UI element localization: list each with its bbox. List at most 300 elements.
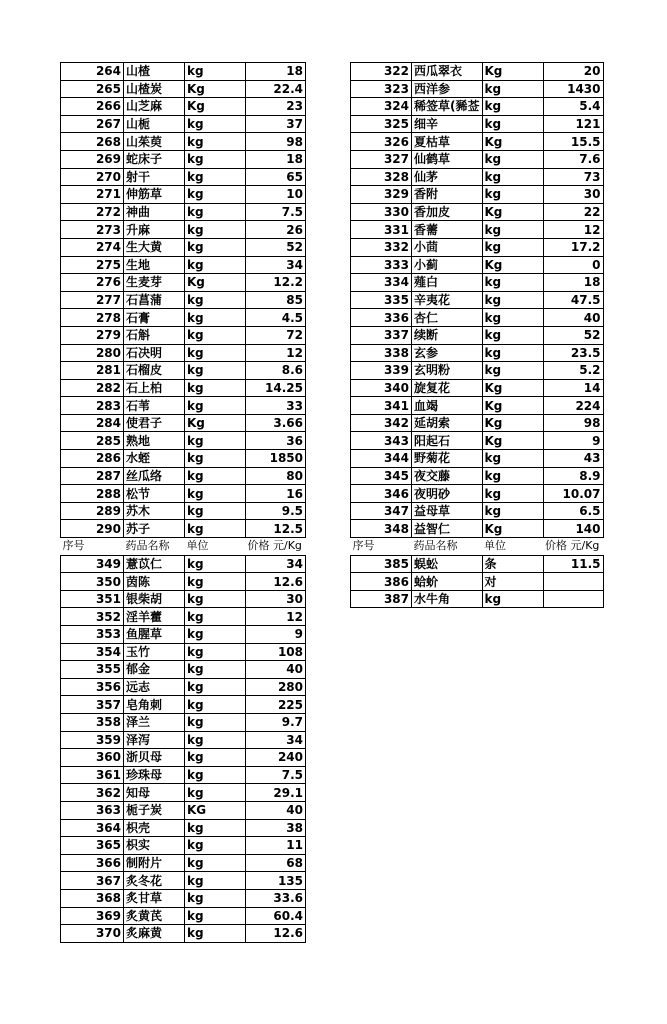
drug-name: 山芝麻 bbox=[124, 98, 185, 116]
item-number: 288 bbox=[61, 485, 124, 503]
unit: kg bbox=[185, 678, 246, 696]
item-number: 387 bbox=[351, 590, 412, 608]
right-header bbox=[351, 538, 604, 556]
price: 80 bbox=[246, 467, 306, 485]
unit: kg bbox=[185, 731, 246, 749]
item-number: 334 bbox=[351, 274, 412, 292]
drug-name: 续断 bbox=[412, 326, 483, 344]
drug-name: 丝瓜络 bbox=[124, 467, 185, 485]
unit: kg bbox=[185, 379, 246, 397]
item-number: 336 bbox=[351, 309, 412, 327]
item-number: 350 bbox=[61, 573, 124, 591]
item-number: 361 bbox=[61, 766, 124, 784]
item-number: 275 bbox=[61, 256, 124, 274]
drug-name: 神曲 bbox=[124, 203, 185, 221]
item-number: 362 bbox=[61, 784, 124, 802]
price: 34 bbox=[246, 731, 306, 749]
table-row bbox=[61, 661, 306, 679]
price: 37 bbox=[246, 115, 306, 133]
price: 10.07 bbox=[543, 485, 603, 503]
price: 18 bbox=[246, 150, 306, 168]
drug-name: 蛇床子 bbox=[124, 150, 185, 168]
unit: kg bbox=[482, 80, 543, 98]
price: 12 bbox=[246, 344, 306, 362]
item-number: 269 bbox=[61, 150, 124, 168]
price: 38 bbox=[246, 819, 306, 837]
header-no: 序号 bbox=[352, 539, 375, 553]
item-number: 364 bbox=[61, 819, 124, 837]
drug-name: 血竭 bbox=[412, 397, 483, 415]
price: 7.5 bbox=[246, 203, 306, 221]
table-row bbox=[61, 643, 306, 661]
drug-name: 山茱萸 bbox=[124, 133, 185, 151]
unit: kg bbox=[185, 837, 246, 855]
unit: 对 bbox=[482, 573, 543, 591]
item-number: 351 bbox=[61, 590, 124, 608]
table-row bbox=[61, 256, 306, 274]
item-number: 323 bbox=[351, 80, 412, 98]
drug-name: 仙茅 bbox=[412, 168, 483, 186]
unit: kg bbox=[185, 450, 246, 468]
item-number: 353 bbox=[61, 626, 124, 644]
table-row bbox=[351, 344, 604, 362]
item-number: 283 bbox=[61, 397, 124, 415]
table-row bbox=[351, 221, 604, 239]
drug-name: 熟地 bbox=[124, 432, 185, 450]
drug-name: 延胡索 bbox=[412, 414, 483, 432]
price: 30 bbox=[246, 590, 306, 608]
drug-name: 枳实 bbox=[124, 837, 185, 855]
table-row bbox=[61, 889, 306, 907]
header-name: 药品名称 bbox=[125, 539, 170, 553]
item-number: 268 bbox=[61, 133, 124, 151]
table-row bbox=[351, 256, 604, 274]
unit: kg bbox=[482, 309, 543, 327]
table-row bbox=[61, 573, 306, 591]
table-row bbox=[61, 854, 306, 872]
price: 40 bbox=[246, 801, 306, 819]
price: 0 bbox=[543, 256, 603, 274]
unit: kg bbox=[185, 203, 246, 221]
unit: kg bbox=[482, 485, 543, 503]
table-row bbox=[61, 133, 306, 151]
item-number: 347 bbox=[351, 502, 412, 520]
item-number: 363 bbox=[61, 801, 124, 819]
table-row bbox=[351, 274, 604, 292]
header-price: 价格 元/Kg bbox=[545, 539, 600, 553]
drug-name: 香附 bbox=[412, 186, 483, 204]
unit: kg bbox=[185, 608, 246, 626]
unit: Kg bbox=[482, 432, 543, 450]
item-number: 329 bbox=[351, 186, 412, 204]
drug-name: 炙冬花 bbox=[124, 872, 185, 890]
unit: Kg bbox=[185, 414, 246, 432]
item-number: 366 bbox=[61, 854, 124, 872]
drug-name: 西洋参 bbox=[412, 80, 483, 98]
unit: kg bbox=[482, 590, 543, 608]
header-row bbox=[351, 538, 604, 556]
table-row bbox=[61, 925, 306, 943]
right-bottom-rows bbox=[351, 555, 604, 608]
unit: kg bbox=[185, 344, 246, 362]
price: 33.6 bbox=[246, 889, 306, 907]
drug-name: 炙黄芪 bbox=[124, 907, 185, 925]
table-row bbox=[351, 397, 604, 415]
drug-name: 皂角刺 bbox=[124, 696, 185, 714]
unit: kg bbox=[185, 854, 246, 872]
drug-name: 石上柏 bbox=[124, 379, 185, 397]
item-number: 276 bbox=[61, 274, 124, 292]
drug-name: 山楂炭 bbox=[124, 80, 185, 98]
left-header bbox=[61, 538, 306, 556]
drug-name: 伸筋草 bbox=[124, 186, 185, 204]
item-number: 359 bbox=[61, 731, 124, 749]
item-number: 285 bbox=[61, 432, 124, 450]
drug-name: 银柴胡 bbox=[124, 590, 185, 608]
table-row bbox=[351, 115, 604, 133]
unit: kg bbox=[185, 643, 246, 661]
table-row bbox=[61, 713, 306, 731]
unit: kg bbox=[185, 520, 246, 538]
drug-name: 野菊花 bbox=[412, 450, 483, 468]
table-row bbox=[61, 432, 306, 450]
unit: kg bbox=[482, 362, 543, 380]
price: 18 bbox=[246, 63, 306, 81]
table-row bbox=[61, 63, 306, 81]
price: 72 bbox=[246, 326, 306, 344]
drug-name: 稀签草(豨莶 bbox=[412, 98, 483, 116]
table-row bbox=[351, 379, 604, 397]
table-row bbox=[61, 238, 306, 256]
unit: kg bbox=[185, 186, 246, 204]
table-row bbox=[351, 590, 604, 608]
item-number: 333 bbox=[351, 256, 412, 274]
drug-name: 远志 bbox=[124, 678, 185, 696]
item-number: 358 bbox=[61, 713, 124, 731]
table-row bbox=[61, 590, 306, 608]
table-row bbox=[61, 80, 306, 98]
price bbox=[543, 590, 603, 608]
price: 121 bbox=[543, 115, 603, 133]
item-number: 360 bbox=[61, 749, 124, 767]
table-row bbox=[61, 221, 306, 239]
item-number: 370 bbox=[61, 925, 124, 943]
item-number: 266 bbox=[61, 98, 124, 116]
unit: kg bbox=[185, 221, 246, 239]
table-row bbox=[61, 731, 306, 749]
unit: kg bbox=[185, 573, 246, 591]
item-number: 322 bbox=[351, 63, 412, 81]
item-number: 342 bbox=[351, 414, 412, 432]
price: 7.6 bbox=[543, 150, 603, 168]
item-number: 348 bbox=[351, 520, 412, 538]
price: 26 bbox=[246, 221, 306, 239]
drug-name: 玉竹 bbox=[124, 643, 185, 661]
table-row bbox=[61, 115, 306, 133]
header-price: 价格 元/Kg bbox=[247, 539, 302, 553]
price: 30 bbox=[543, 186, 603, 204]
price: 47.5 bbox=[543, 291, 603, 309]
price: 12.2 bbox=[246, 274, 306, 292]
price: 15.5 bbox=[543, 133, 603, 151]
unit: kg bbox=[185, 626, 246, 644]
price: 12.6 bbox=[246, 573, 306, 591]
price: 224 bbox=[543, 397, 603, 415]
drug-name: 炙甘草 bbox=[124, 889, 185, 907]
unit: kg bbox=[185, 485, 246, 503]
table-row bbox=[61, 168, 306, 186]
drug-name: 射干 bbox=[124, 168, 185, 186]
drug-name: 使君子 bbox=[124, 414, 185, 432]
item-number: 352 bbox=[61, 608, 124, 626]
table-row bbox=[61, 309, 306, 327]
drug-name: 杏仁 bbox=[412, 309, 483, 327]
table-row bbox=[61, 520, 306, 538]
unit: kg bbox=[185, 256, 246, 274]
price: 98 bbox=[246, 133, 306, 151]
item-number: 274 bbox=[61, 238, 124, 256]
drug-name: 小茴 bbox=[412, 238, 483, 256]
table-row bbox=[351, 467, 604, 485]
item-number: 272 bbox=[61, 203, 124, 221]
unit: kg bbox=[185, 713, 246, 731]
drug-name: 珍珠母 bbox=[124, 766, 185, 784]
drug-name: 小蓟 bbox=[412, 256, 483, 274]
drug-name: 辛夷花 bbox=[412, 291, 483, 309]
drug-name: 松节 bbox=[124, 485, 185, 503]
drug-name: 阳起石 bbox=[412, 432, 483, 450]
item-number: 332 bbox=[351, 238, 412, 256]
table-row bbox=[351, 432, 604, 450]
unit: kg bbox=[185, 326, 246, 344]
header-unit: 单位 bbox=[186, 539, 209, 553]
price: 12.5 bbox=[246, 520, 306, 538]
unit: kg bbox=[185, 133, 246, 151]
table-row bbox=[61, 291, 306, 309]
table-row bbox=[61, 326, 306, 344]
price: 23.5 bbox=[543, 344, 603, 362]
price: 14.25 bbox=[246, 379, 306, 397]
unit: kg bbox=[185, 784, 246, 802]
price: 14 bbox=[543, 379, 603, 397]
price: 135 bbox=[246, 872, 306, 890]
table-row bbox=[61, 150, 306, 168]
unit: kg bbox=[185, 150, 246, 168]
unit: kg bbox=[185, 168, 246, 186]
table-row bbox=[61, 379, 306, 397]
unit: kg bbox=[185, 467, 246, 485]
item-number: 356 bbox=[61, 678, 124, 696]
table-row bbox=[61, 467, 306, 485]
unit: kg bbox=[482, 467, 543, 485]
unit: kg bbox=[482, 168, 543, 186]
item-number: 278 bbox=[61, 309, 124, 327]
drug-name: 石决明 bbox=[124, 344, 185, 362]
price: 9 bbox=[246, 626, 306, 644]
unit: kg bbox=[185, 115, 246, 133]
price: 12 bbox=[543, 221, 603, 239]
drug-name: 玄明粉 bbox=[412, 362, 483, 380]
drug-name: 知母 bbox=[124, 784, 185, 802]
item-number: 354 bbox=[61, 643, 124, 661]
table-row bbox=[61, 203, 306, 221]
unit: Kg bbox=[482, 133, 543, 151]
table-row bbox=[351, 186, 604, 204]
table-row bbox=[351, 133, 604, 151]
price: 7.5 bbox=[246, 766, 306, 784]
table-row bbox=[61, 819, 306, 837]
item-number: 279 bbox=[61, 326, 124, 344]
price: 9.5 bbox=[246, 502, 306, 520]
item-number: 331 bbox=[351, 221, 412, 239]
drug-name: 旋复花 bbox=[412, 379, 483, 397]
left-top-rows bbox=[61, 63, 306, 538]
header-row bbox=[61, 538, 306, 556]
table-row bbox=[61, 626, 306, 644]
price: 17.2 bbox=[543, 238, 603, 256]
table-row bbox=[351, 520, 604, 538]
left-bottom-rows bbox=[61, 555, 306, 942]
price: 34 bbox=[246, 256, 306, 274]
drug-name: 石榴皮 bbox=[124, 362, 185, 380]
drug-name: 升麻 bbox=[124, 221, 185, 239]
unit: kg bbox=[185, 819, 246, 837]
item-number: 357 bbox=[61, 696, 124, 714]
item-number: 330 bbox=[351, 203, 412, 221]
drug-name: 山楂 bbox=[124, 63, 185, 81]
item-number: 289 bbox=[61, 502, 124, 520]
unit: Kg bbox=[185, 80, 246, 98]
price: 240 bbox=[246, 749, 306, 767]
item-number: 281 bbox=[61, 362, 124, 380]
drug-name: 石苇 bbox=[124, 397, 185, 415]
unit: kg bbox=[482, 186, 543, 204]
unit: kg bbox=[185, 63, 246, 81]
price: 52 bbox=[246, 238, 306, 256]
table-row bbox=[351, 238, 604, 256]
item-number: 290 bbox=[61, 520, 124, 538]
table-row bbox=[61, 485, 306, 503]
unit: kg bbox=[482, 344, 543, 362]
table-row bbox=[61, 98, 306, 116]
drug-name: 香薷 bbox=[412, 221, 483, 239]
unit: Kg bbox=[482, 63, 543, 81]
table-row bbox=[351, 98, 604, 116]
table-row bbox=[61, 837, 306, 855]
item-number: 345 bbox=[351, 467, 412, 485]
table-row bbox=[351, 326, 604, 344]
item-number: 365 bbox=[61, 837, 124, 855]
price: 9.7 bbox=[246, 713, 306, 731]
drug-name: 益母草 bbox=[412, 502, 483, 520]
drug-name: 生大黄 bbox=[124, 238, 185, 256]
table-row bbox=[351, 573, 604, 591]
drug-name: 蛤蚧 bbox=[412, 573, 483, 591]
item-number: 340 bbox=[351, 379, 412, 397]
price: 16 bbox=[246, 485, 306, 503]
price: 10 bbox=[246, 186, 306, 204]
unit: kg bbox=[185, 502, 246, 520]
drug-name: 栀子炭 bbox=[124, 801, 185, 819]
item-number: 325 bbox=[351, 115, 412, 133]
price: 29.1 bbox=[246, 784, 306, 802]
price: 8.9 bbox=[543, 467, 603, 485]
drug-name: 细辛 bbox=[412, 115, 483, 133]
price: 40 bbox=[543, 309, 603, 327]
drug-name: 石膏 bbox=[124, 309, 185, 327]
item-number: 385 bbox=[351, 555, 412, 573]
unit: Kg bbox=[482, 203, 543, 221]
drug-name: 苏木 bbox=[124, 502, 185, 520]
price: 73 bbox=[543, 168, 603, 186]
unit: kg bbox=[482, 274, 543, 292]
price: 8.6 bbox=[246, 362, 306, 380]
price: 1430 bbox=[543, 80, 603, 98]
table-row bbox=[351, 485, 604, 503]
price: 280 bbox=[246, 678, 306, 696]
price: 1850 bbox=[246, 450, 306, 468]
table-row bbox=[61, 678, 306, 696]
item-number: 273 bbox=[61, 221, 124, 239]
item-number: 280 bbox=[61, 344, 124, 362]
price: 9 bbox=[543, 432, 603, 450]
unit: kg bbox=[185, 766, 246, 784]
unit: kg bbox=[185, 661, 246, 679]
drug-name: 薤白 bbox=[412, 274, 483, 292]
table-row bbox=[61, 696, 306, 714]
drug-name: 玄参 bbox=[412, 344, 483, 362]
price: 22.4 bbox=[246, 80, 306, 98]
table-row bbox=[61, 362, 306, 380]
price: 4.5 bbox=[246, 309, 306, 327]
item-number: 267 bbox=[61, 115, 124, 133]
unit: kg bbox=[185, 238, 246, 256]
drug-name: 仙鹤草 bbox=[412, 150, 483, 168]
drug-name: 蜈蚣 bbox=[412, 555, 483, 573]
unit: kg bbox=[482, 221, 543, 239]
header-name: 药品名称 bbox=[413, 539, 458, 553]
drug-name: 枳壳 bbox=[124, 819, 185, 837]
item-number: 324 bbox=[351, 98, 412, 116]
item-number: 349 bbox=[61, 555, 124, 573]
drug-name: 生麦芽 bbox=[124, 274, 185, 292]
drug-name: 夜明砂 bbox=[412, 485, 483, 503]
drug-name: 水蛭 bbox=[124, 450, 185, 468]
item-number: 369 bbox=[61, 907, 124, 925]
unit: kg bbox=[482, 150, 543, 168]
unit: kg bbox=[482, 326, 543, 344]
price: 11 bbox=[246, 837, 306, 855]
table-row bbox=[61, 186, 306, 204]
table-row bbox=[61, 555, 306, 573]
unit: KG bbox=[185, 801, 246, 819]
table-row bbox=[351, 555, 604, 573]
item-number: 341 bbox=[351, 397, 412, 415]
right-price-table bbox=[350, 62, 604, 608]
unit: kg bbox=[482, 115, 543, 133]
unit: Kg bbox=[482, 397, 543, 415]
item-number: 343 bbox=[351, 432, 412, 450]
unit: kg bbox=[482, 238, 543, 256]
item-number: 265 bbox=[61, 80, 124, 98]
price: 36 bbox=[246, 432, 306, 450]
unit: kg bbox=[185, 696, 246, 714]
left-price-table bbox=[60, 62, 306, 943]
item-number: 328 bbox=[351, 168, 412, 186]
table-row bbox=[351, 168, 604, 186]
price: 20 bbox=[543, 63, 603, 81]
table-row bbox=[61, 872, 306, 890]
